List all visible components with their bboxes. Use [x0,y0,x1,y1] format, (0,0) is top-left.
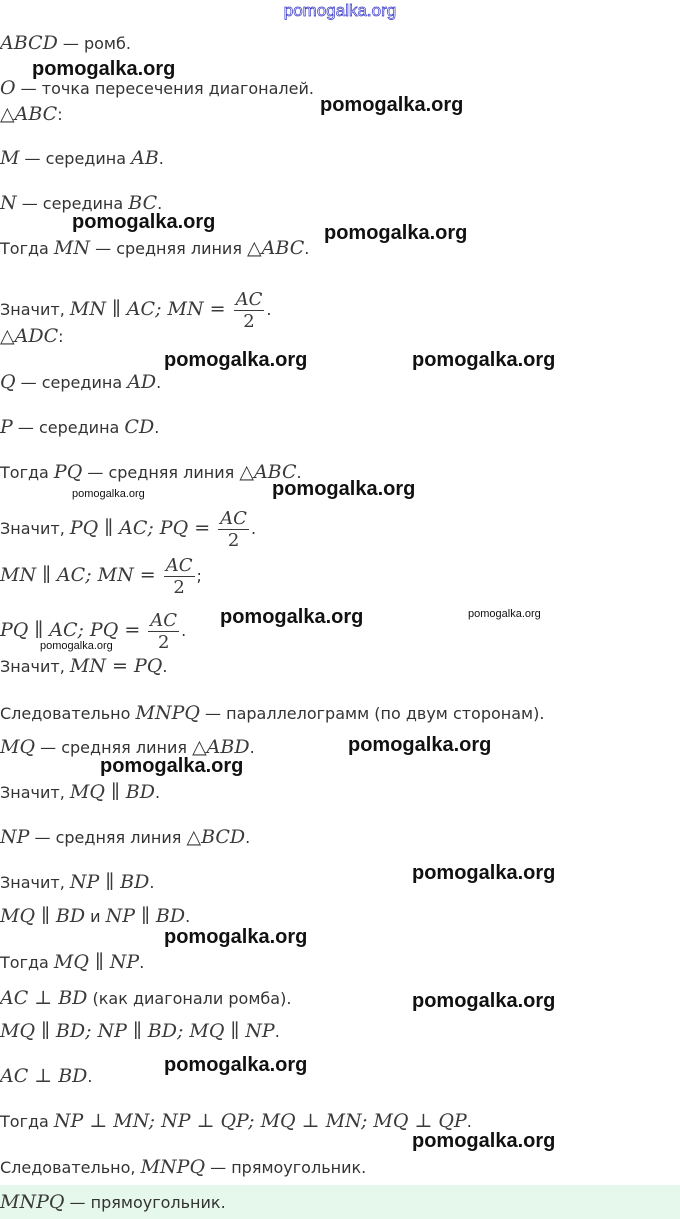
watermark: pomogalka.org [272,478,416,500]
text: — середина [15,373,128,392]
watermark: pomogalka.org [412,1130,556,1152]
math: CD [124,416,155,438]
math: MN [53,237,91,259]
text: . [266,300,272,319]
fraction-numerator: AC [150,610,178,631]
fraction-denominator: 2 [173,577,185,598]
math: MN = PQ [69,655,163,677]
watermark: pomogalka.org [412,349,556,371]
math: AC ⊥ BD [0,1065,88,1087]
fraction-denominator: 2 [227,530,240,551]
fraction-numerator: AC [165,555,193,576]
text: . [154,418,160,437]
text: Значит, [0,783,70,802]
math: MQ ∥ NP [53,951,140,973]
solution-line [0,555,202,598]
math: MQ ∥ BD [0,905,86,927]
math: MNPQ [135,702,200,724]
text: . [274,1022,280,1041]
solution-line [0,1111,472,1132]
math: △ABC [0,103,58,125]
watermark: pomogalka.org [348,734,492,756]
text: . [157,194,163,213]
watermark: pomogalka.org [324,222,468,244]
text: — средняя линия [90,239,248,258]
text: — точка пересечения диагоналей. [15,79,314,98]
solution-line [0,462,302,483]
math: O [0,77,16,99]
math: N [0,192,17,214]
solution-line [0,952,144,973]
fraction [218,508,249,551]
watermark: pomogalka.org [72,488,145,500]
math: △ABD [192,736,250,758]
text: . [466,1112,472,1131]
solution-line [0,827,250,848]
text: . [154,783,161,802]
math: MN ∥ AC; MN = [0,564,162,586]
watermark: pomogalka.org [164,926,308,948]
solution-line [0,988,291,1009]
math: △BCD [186,826,246,848]
watermark: pomogalka.org [40,640,113,652]
math: NP ∥ BD [69,871,150,893]
math: P [0,416,13,438]
text: — ромб. [57,34,131,53]
text: — параллелограмм (по двум сторонам). [199,704,545,723]
text: . [304,239,310,258]
text: . [296,463,302,482]
math: BC [128,192,158,214]
text: Тогда [0,953,54,972]
solution-line [0,104,63,125]
watermark: pomogalka.org [100,755,244,777]
text: — прямоугольник. [205,1158,367,1177]
math: M [0,147,20,169]
text: и [85,907,106,926]
solution-line [0,508,256,551]
solution-line [0,906,190,927]
solution-line [0,372,161,393]
text: ; [196,566,202,585]
text: — средняя линия [35,738,193,757]
solution-line [0,1066,93,1087]
text: Значит, [0,873,70,892]
text: Значит, [0,519,70,538]
math: ABCD [0,32,58,54]
solution-line [0,1157,366,1178]
text: (как диагонали ромба). [87,989,292,1008]
fraction-denominator: 2 [243,311,255,332]
watermark: pomogalka.org [32,58,176,80]
math: NP [0,826,30,848]
fraction [148,610,179,653]
math: AB [131,147,159,169]
text: . [158,149,164,168]
math: △ABC [247,237,305,259]
text: . [250,519,257,538]
watermark: pomogalka.org [164,1054,308,1076]
site-link[interactable]: pomogalka.org [283,1,397,20]
math: MNPQ [0,1191,65,1213]
math: AC ⊥ BD [0,987,88,1009]
solution-line [0,1021,280,1042]
solution-line [0,326,64,347]
text: : [58,327,64,346]
text: Значит, [0,657,70,676]
watermark: pomogalka.org [412,990,556,1012]
answer-box [0,1185,680,1219]
text: . [185,907,191,926]
text: Тогда [0,463,54,482]
text: — средняя линия [82,463,240,482]
math: MQ [0,736,36,758]
text: Тогда [0,239,54,258]
solution-line [0,872,154,893]
text: . [181,621,187,640]
math: MQ ∥ BD; NP ∥ BD; MQ ∥ NP [0,1020,275,1042]
watermark: pomogalka.org [320,94,464,116]
math: PQ ∥ AC; PQ = [69,517,217,539]
text: — прямоугольник. [64,1193,226,1212]
text: . [87,1067,93,1086]
text: : [57,105,63,124]
text: — середина [12,418,125,437]
solution-line [0,33,131,54]
solution-line [0,148,164,169]
text: . [249,738,255,757]
text: Следовательно [0,704,136,723]
text: — середина [16,194,129,213]
solution-line [0,78,314,99]
fraction [164,555,195,598]
text: Значит, [0,300,70,319]
math: MQ ∥ BD [69,781,155,803]
fraction-numerator: AC [220,508,247,529]
solution-line [0,656,167,677]
watermark: pomogalka.org [72,211,216,233]
solution-line [0,417,159,438]
text: Следовательно, [0,1158,141,1177]
text: . [139,953,145,972]
solution-line [0,782,160,803]
text: . [245,828,251,847]
text: Тогда [0,1112,54,1131]
math: NP ∥ BD [105,905,186,927]
text: — середина [19,149,132,168]
text: . [149,873,155,892]
answer-line [0,1192,226,1213]
fraction-denominator: 2 [157,632,170,653]
fraction [234,289,265,332]
watermark: pomogalka.org [468,608,541,620]
math: PQ ∥ AC; PQ = [0,619,147,641]
math: △ABC [239,461,297,483]
watermark: pomogalka.org [412,862,556,884]
math: AD [127,371,157,393]
watermark: pomogalka.org [164,349,308,371]
solution-line [0,238,309,259]
fraction-numerator: AC [235,289,263,310]
math: Q [0,371,16,393]
math: MN ∥ AC; MN = [69,298,232,320]
math: NP ⊥ MN; NP ⊥ QP; MQ ⊥ MN; MQ ⊥ QP [53,1110,467,1132]
text: . [156,373,162,392]
math: MNPQ [140,1156,206,1178]
solution-line [0,703,544,724]
math: △ADC [0,325,59,347]
text: — средняя линия [29,828,187,847]
math: PQ [53,461,83,483]
watermark: pomogalka.org [220,606,364,628]
text: . [162,657,168,676]
